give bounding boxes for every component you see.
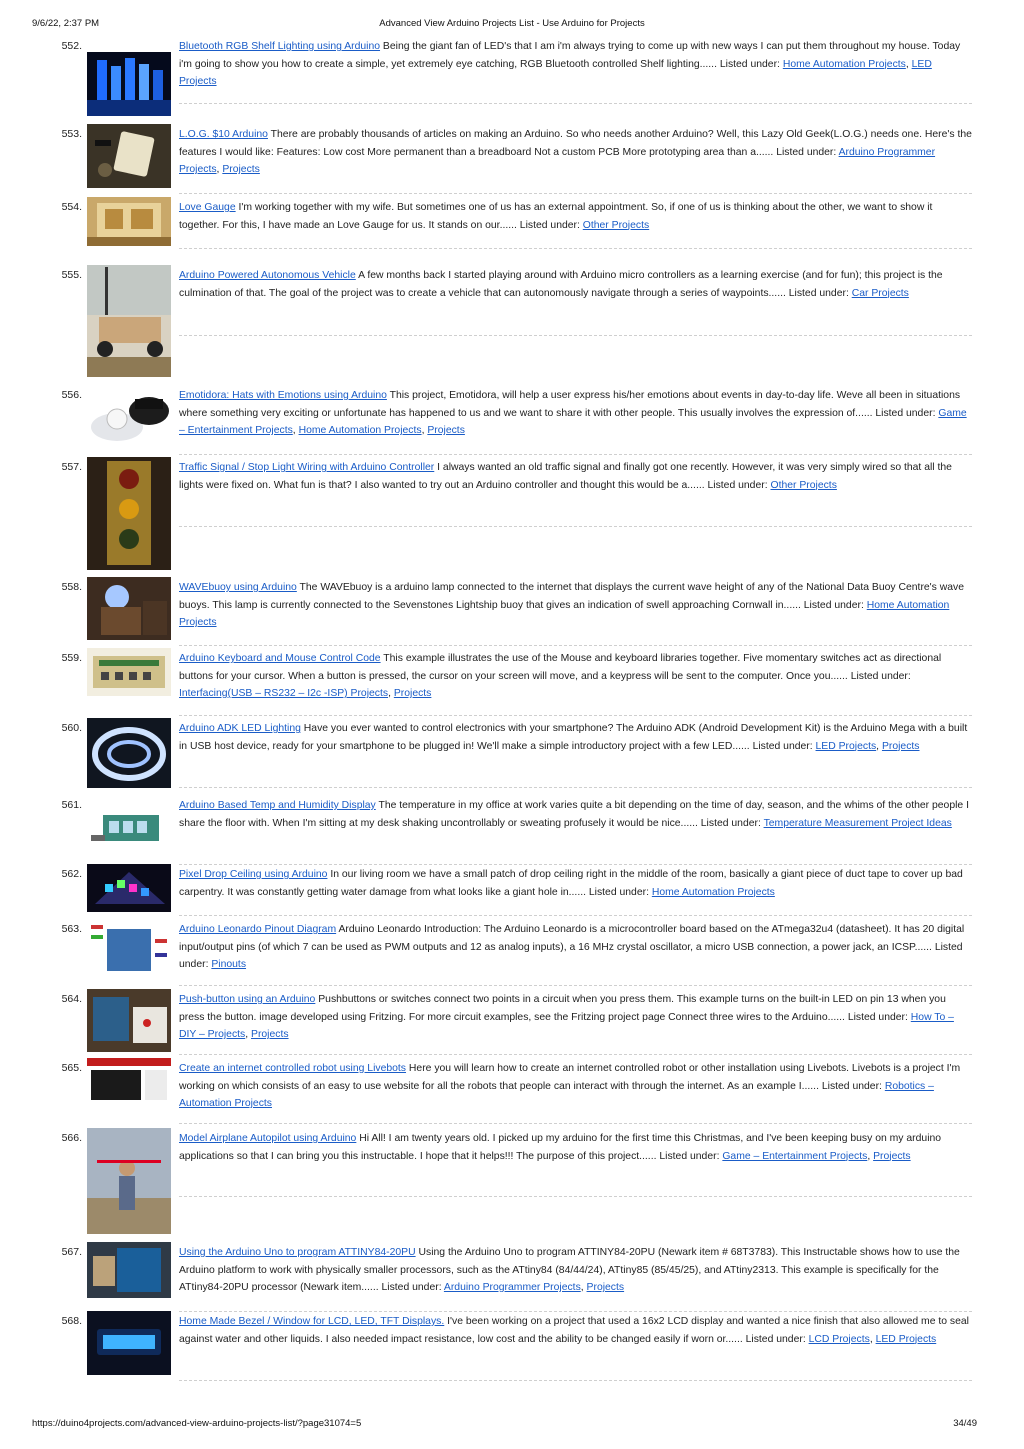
category-separator: ,	[292, 425, 299, 436]
item-number: 555.	[61, 269, 82, 281]
item-number: 568.	[61, 1315, 82, 1327]
project-title-link[interactable]: Bluetooth RGB Shelf Lighting using Arduino	[179, 41, 381, 52]
category-separator: ,	[216, 164, 223, 175]
item-text	[179, 126, 972, 179]
category-separator: ,	[245, 1029, 252, 1040]
item-number: 553.	[61, 128, 82, 140]
item-divider	[179, 915, 972, 916]
project-title-link[interactable]: Arduino ADK LED Lighting	[179, 723, 301, 734]
item-number: 554.	[61, 201, 82, 213]
project-title-link[interactable]: L.O.G. $10 Arduino	[179, 129, 268, 140]
project-thumbnail[interactable]	[87, 385, 171, 451]
project-thumbnail[interactable]	[87, 919, 171, 981]
category-link[interactable]: LED Projects	[179, 58, 932, 87]
item-divider	[179, 985, 972, 986]
item-number: 564.	[61, 993, 82, 1005]
project-title-link[interactable]: Arduino Keyboard and Mouse Control Code	[179, 653, 381, 664]
category-link[interactable]: Arduino Programmer Projects	[179, 146, 936, 175]
project-description: There are probably thousands of articles on making an Arduino. So who needs another Arduino? Well, this Lazy Old Geek(L.O.G.) needs one. Here's the features I would like: Features: Low cost More permanent than a breadboard Not a custom PCB More prototyping area than a......	[179, 129, 972, 158]
item-number: 566.	[61, 1132, 82, 1144]
listed-under-label: Listed under:	[659, 1150, 720, 1162]
project-title-link[interactable]: Create an internet controlled robot using Livebots	[179, 1063, 407, 1074]
project-title-link[interactable]: Arduino Based Temp and Humidity Display	[179, 800, 376, 811]
category-link[interactable]: Other Projects	[582, 219, 650, 231]
category-link[interactable]: Robotics – Automation Projects	[179, 1080, 934, 1109]
print-url: https://duino4projects.com/advanced-view-arduino-projects-list/?page31074=5	[32, 1418, 362, 1429]
category-separator: ,	[421, 425, 428, 436]
category-link[interactable]: Temperature Measurement Project Ideas	[763, 817, 952, 829]
project-description: I'm working together with my wife. But sometimes one of us has an external appointment. So, if one of us is thinking about the other, we want to show it together. For this, I have made an Love Gauge for us. It stands on our......	[179, 202, 933, 231]
print-footer	[0, 1418, 1024, 1432]
category-link[interactable]: Arduino Programmer Projects	[443, 1282, 581, 1293]
project-thumbnail[interactable]	[87, 577, 171, 640]
project-description: I've been working on a project that used a 16x2 LCD display and wanted a nice finish that also allowed me to seal against water and other liquids. I also needed impact resistance, low cost and the ability to be changed easily if worn or......	[179, 1316, 969, 1345]
project-thumbnail[interactable]	[87, 1058, 171, 1107]
item-number: 563.	[61, 923, 82, 935]
print-page-number: 34/49	[953, 1418, 977, 1429]
project-thumbnail[interactable]	[87, 989, 171, 1052]
item-divider	[179, 335, 972, 336]
item-divider	[179, 526, 972, 527]
project-title-link[interactable]: Push-button using an Arduino	[179, 994, 316, 1005]
listed-under-label: Listed under:	[875, 407, 936, 419]
project-description: A few months back I started playing around with Arduino micro controllers as a learning exercise (and for fun); this project is the culmination of that. The goal of the project was to create a vehicle that can autonomously navigate through a series of waypoints......	[179, 270, 943, 299]
item-text	[179, 459, 972, 494]
category-separator: ,	[580, 1282, 587, 1293]
listed-under-label: Listed under:	[752, 740, 813, 752]
category-link[interactable]: Projects	[393, 688, 432, 699]
listed-under-label: Listed under:	[707, 479, 768, 491]
project-thumbnail[interactable]	[87, 265, 171, 377]
category-link[interactable]: Projects	[881, 740, 920, 752]
item-divider	[179, 1380, 972, 1381]
wrap-spacer	[87, 56, 179, 126]
project-title-link[interactable]: Love Gauge	[179, 202, 236, 213]
project-thumbnail[interactable]	[87, 718, 171, 788]
category-separator: ,	[905, 58, 912, 70]
listed-under-label: Listed under:	[179, 941, 963, 970]
listed-under-label: Listed under:	[745, 1333, 806, 1345]
listed-under-label: Listed under:	[719, 58, 780, 70]
category-link[interactable]: Pinouts	[211, 959, 247, 970]
project-description: This example illustrates the use of the Mouse and keyboard libraries together. Five momentary switches act as directional buttons for your cursor. When a button is pressed, the cursor on your screen will move, and a keypress will be sent to the computer. Once you......	[179, 653, 942, 682]
project-title-link[interactable]: Home Made Bezel / Window for LCD, LED, TFT Displays.	[179, 1316, 445, 1327]
item-divider	[179, 715, 972, 716]
category-link[interactable]: Home Automation Projects	[179, 599, 950, 628]
item-text	[179, 1060, 972, 1113]
item-divider	[179, 645, 972, 646]
listed-under-label: Listed under:	[519, 219, 580, 231]
item-text	[179, 797, 972, 832]
item-text	[179, 720, 972, 755]
category-link[interactable]: Home Automation Projects	[651, 886, 775, 898]
item-divider	[179, 103, 972, 104]
item-divider	[179, 864, 972, 865]
item-text	[179, 267, 972, 302]
item-number: 558.	[61, 581, 82, 593]
item-divider	[179, 787, 972, 788]
project-description: Arduino Leonardo Introduction: The Arduino Leonardo is a microcontroller board based on the ATmega32u4 (datasheet). It has 20 digital input/output pins (of which 7 can be used as PWM outputs and 12 as analog inputs), a 16 MHz crystal oscillator, a micro USB connection, a power jack, an ICSP......	[179, 924, 965, 953]
listed-under-label: Listed under:	[588, 886, 649, 898]
category-link[interactable]: Projects	[427, 425, 465, 436]
project-title-link[interactable]: Arduino Powered Autonomous Vehicle	[179, 270, 356, 281]
category-separator: ,	[388, 688, 394, 699]
item-number: 552.	[61, 40, 82, 52]
project-thumbnail[interactable]	[87, 648, 171, 696]
listed-under-label: Listed under:	[850, 670, 911, 682]
item-text	[179, 199, 972, 234]
category-separator: ,	[876, 740, 882, 752]
project-title-link[interactable]: WAVEbuoy using Arduino	[179, 582, 297, 593]
project-thumbnail[interactable]	[87, 1242, 171, 1298]
project-thumbnail[interactable]	[87, 197, 171, 246]
project-title-link[interactable]: Model Airplane Autopilot using Arduino	[179, 1133, 357, 1144]
listed-under-label: Listed under:	[847, 1011, 908, 1023]
category-link[interactable]: Game – Entertainment Projects	[179, 407, 967, 436]
item-text	[179, 1244, 972, 1297]
item-number: 565.	[61, 1062, 82, 1074]
project-description: Hi All! I am twenty years old. I picked up my arduino for the first time this Christmas, and I've been keeping busy on my arduino applications so that I can bring you this instructable. I hope that it helps!!! The purpose of this project......	[179, 1133, 942, 1162]
project-thumbnail[interactable]	[87, 1311, 171, 1375]
project-title-link[interactable]: Pixel Drop Ceiling using Arduino	[179, 869, 328, 880]
project-title-link[interactable]: Traffic Signal / Stop Light Wiring with Arduino Controller	[179, 462, 435, 473]
item-divider	[179, 1196, 972, 1197]
project-thumbnail[interactable]	[87, 124, 171, 188]
project-title-link[interactable]: Using the Arduino Uno to program ATTINY84-20PU	[179, 1247, 416, 1258]
category-link[interactable]: Projects	[873, 1150, 911, 1162]
listed-under-label: Listed under:	[776, 146, 837, 158]
project-thumbnail[interactable]	[87, 1128, 171, 1234]
category-link[interactable]: LED Projects	[815, 740, 877, 752]
item-text	[87, 38, 972, 126]
project-description: Using the Arduino Uno to program ATTINY84-20PU (Newark item # 68T3783). This Instructable shows how to use the Arduino platform to work with physically smaller processors, such as the ATtiny84 (84/44/24), ATtiny85 (85/45/25), and ATtiny2313. This example is specifically for the ATtiny84-20PU processor (Newark item......	[179, 1247, 960, 1293]
category-link[interactable]: How To – DIY – Projects	[179, 1011, 954, 1040]
project-description: Pushbuttons or switches connect two points in a circuit when you press them. This example turns on the built-in LED on pin 13 when you press the button. image developed using Fritzing. For more circuit examples, see the Fritzing project page Connect three wires to the Arduino......	[179, 994, 946, 1023]
project-description: Being the giant fan of LED's that I am i'm always trying to come up with new ways I can put them throughout my house. Today i'm going to show you how to create a simple, yet extremely eye catching, RGB Bluetooth controlled Shelf lighting......	[179, 41, 961, 70]
category-link[interactable]: Game – Entertainment Projects	[722, 1150, 868, 1162]
item-divider	[179, 1123, 972, 1124]
item-divider	[179, 248, 972, 249]
project-description: Here you will learn how to create an internet controlled robot or other installation using Livebots. Livebots is a project I'm working on which consists of an easy to use website for all the robots that people can interact with through the internet. As an example I......	[179, 1063, 961, 1092]
project-thumbnail[interactable]	[87, 457, 171, 570]
project-description: The WAVEbuoy is a arduino lamp connected to the internet that displays the current wave height of any of the National Data Buoy Centre's wave buoys. This lamp is currently connected to the Sevenstones Lightship buoy that gives an indication of swell approaching Cornwall in......	[179, 582, 965, 611]
listed-under-label: Listed under:	[821, 1080, 882, 1092]
category-link[interactable]: Other Projects	[770, 479, 837, 491]
item-text	[179, 866, 972, 901]
project-description: I always wanted an old traffic signal and finally got one recently. However, it was very simply wired so that all the lights were fixed on. What fun is that? I also wanted to try out an Arduino controller and thought this would be a......	[179, 462, 952, 491]
listed-under-label: Listed under:	[700, 817, 761, 829]
category-link[interactable]: Car Projects	[851, 287, 909, 299]
item-text	[179, 991, 972, 1044]
item-number: 559.	[61, 652, 82, 664]
item-number: 556.	[61, 389, 82, 401]
item-divider	[179, 193, 972, 194]
listed-under-label: Listed under:	[803, 599, 864, 611]
item-number: 560.	[61, 722, 82, 734]
item-number: 557.	[61, 461, 82, 473]
item-text	[179, 579, 972, 632]
item-number: 562.	[61, 868, 82, 880]
project-thumbnail[interactable]	[87, 795, 171, 858]
category-link[interactable]: LCD Projects	[808, 1333, 870, 1345]
item-text	[179, 387, 972, 440]
item-divider	[179, 454, 972, 455]
category-link[interactable]: Home Automation Projects	[298, 425, 422, 436]
category-separator: ,	[869, 1333, 876, 1345]
category-link[interactable]: Projects	[222, 164, 260, 175]
item-text	[179, 921, 972, 974]
project-description: The temperature in my office at work varies quite a bit depending on the time of day, season, and the whims of the other people I share the floor with. When I'm sitting at my desk shaking uncontrollably or sweating profusely it would be nice......	[179, 800, 969, 829]
project-description: In our living room we have a small patch of drop ceiling right in the middle of the room, basically a giant piece of duct tape to cover up bad carpentry. It was constantly getting water damage from what looks like a giant hole in......	[179, 869, 963, 898]
listed-under-label: Listed under:	[788, 287, 849, 299]
project-title-link[interactable]: Emotidora: Hats with Emotions using Arduino	[179, 390, 387, 401]
item-divider	[179, 1311, 972, 1312]
category-link[interactable]: Interfacing(USB – RS232 – I2c -ISP) Projects	[179, 688, 389, 699]
project-description: Have you ever wanted to control electronics with your smartphone? The Arduino ADK (Android Development Kit) is the Arduino Mega with a built in USB host device, ready for your smartphone to be plugged in! We'll make a simple introductory project with a few LED......	[179, 723, 968, 752]
project-title-link[interactable]: Arduino Leonardo Pinout Diagram	[179, 924, 337, 935]
item-number: 567.	[61, 1246, 82, 1258]
category-link[interactable]: Projects	[251, 1029, 289, 1040]
project-description: This project, Emotidora, will help a user express his/her emotions about events in day-to-day life. Weve all been in situations where something very exciting or unfortunate has happened to us and we want to share it with other people. This usually involves the expression of......	[179, 390, 961, 419]
listed-under-label: Listed under:	[381, 1282, 442, 1293]
item-number: 561.	[61, 799, 82, 811]
category-link[interactable]: Projects	[586, 1282, 625, 1293]
print-header	[0, 18, 1024, 32]
category-separator: ,	[867, 1150, 874, 1162]
item-text	[179, 650, 972, 703]
item-divider	[179, 1054, 972, 1055]
print-datetime: 9/6/22, 2:37 PM	[32, 18, 100, 29]
print-page-title: Advanced View Arduino Projects List - Use Arduino for Projects	[379, 18, 645, 29]
item-text	[179, 1130, 972, 1165]
project-thumbnail[interactable]	[87, 864, 171, 912]
category-link[interactable]: Home Automation Projects	[782, 58, 906, 70]
category-link[interactable]: LED Projects	[875, 1333, 937, 1345]
item-text	[179, 1313, 972, 1348]
